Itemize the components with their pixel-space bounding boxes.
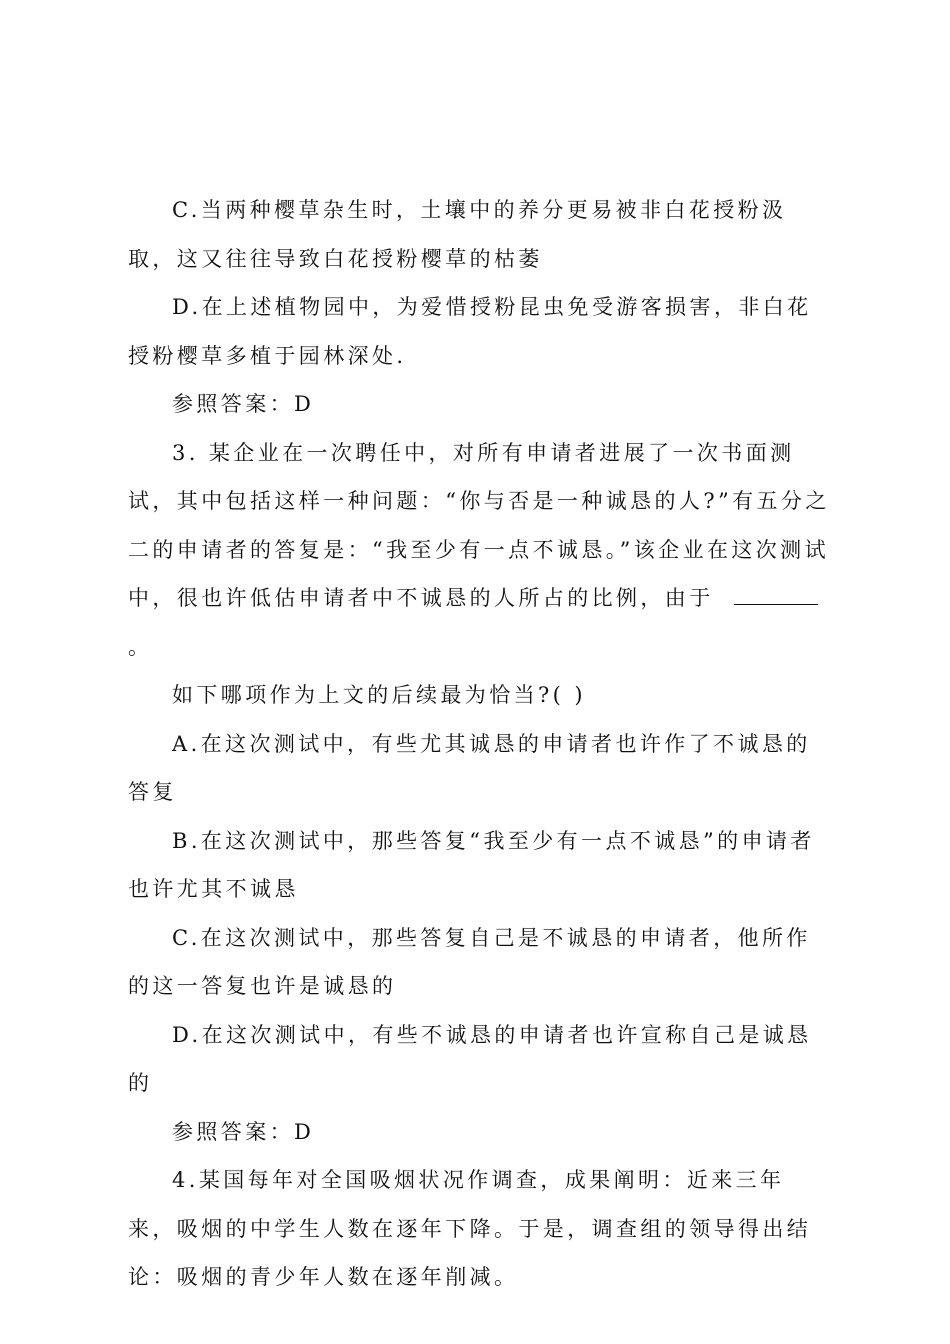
q3-option-d: D.在这次测试中，有些不诚恳的申请者也许宣称自己是诚恳的 — [128, 1022, 812, 1095]
q3-answer: 参照答案：D — [172, 1119, 315, 1144]
document-body — [128, 186, 832, 1302]
q3-stem — [128, 429, 832, 672]
q2-option-d: D.在上述植物园中，为爱惜授粉昆虫免受游客损害，非白花授粉樱草多植于园林深处. — [128, 295, 812, 368]
q2-answer: 参照答案：D — [172, 392, 315, 416]
fill-in-blank — [734, 580, 818, 605]
q3-option-b: B.在这次测试中，那些答复“我至少有一点不诚恳”的申请者也许尤其不诚恳 — [128, 828, 815, 901]
q3-option-a: A.在这次测试中，有些尤其诚恳的申请者也许作了不诚恳的答复 — [128, 731, 811, 804]
q3-stem-end: 。 — [128, 634, 153, 659]
q3-prompt: 如下哪项作为上文的后续最为恰当?( ) — [172, 683, 586, 707]
q2-option-c: C.当两种樱草杂生时，土壤中的养分更易被非白花授粉汲取，这又往往导致白花授粉樱草的枯萎 — [128, 198, 787, 271]
q3-option-c: C.在这次测试中，那些答复自己是不诚恳的申请者，他所作的这一答复也许是诚恳的 — [128, 925, 811, 998]
q3-stem-text: 3. 某企业在一次聘任中，对所有申请者进展了一次书面测试，其中包括这样一种问题：“你与否是一种诚恳的人?”有五分之二的申请者的答复是：“我至少有一点不诚恳。”该企业在这次测试中，很也许低估申请者中不诚恳的人所占的比例，由于 — [128, 440, 830, 610]
q4-stem: 4.某国每年对全国吸烟状况作调查，成果阐明：近来三年来，吸烟的中学生人数在逐年下降。于是，调查组的领导得出结论：吸烟的青少年人数在逐年削减。 — [128, 1168, 812, 1289]
